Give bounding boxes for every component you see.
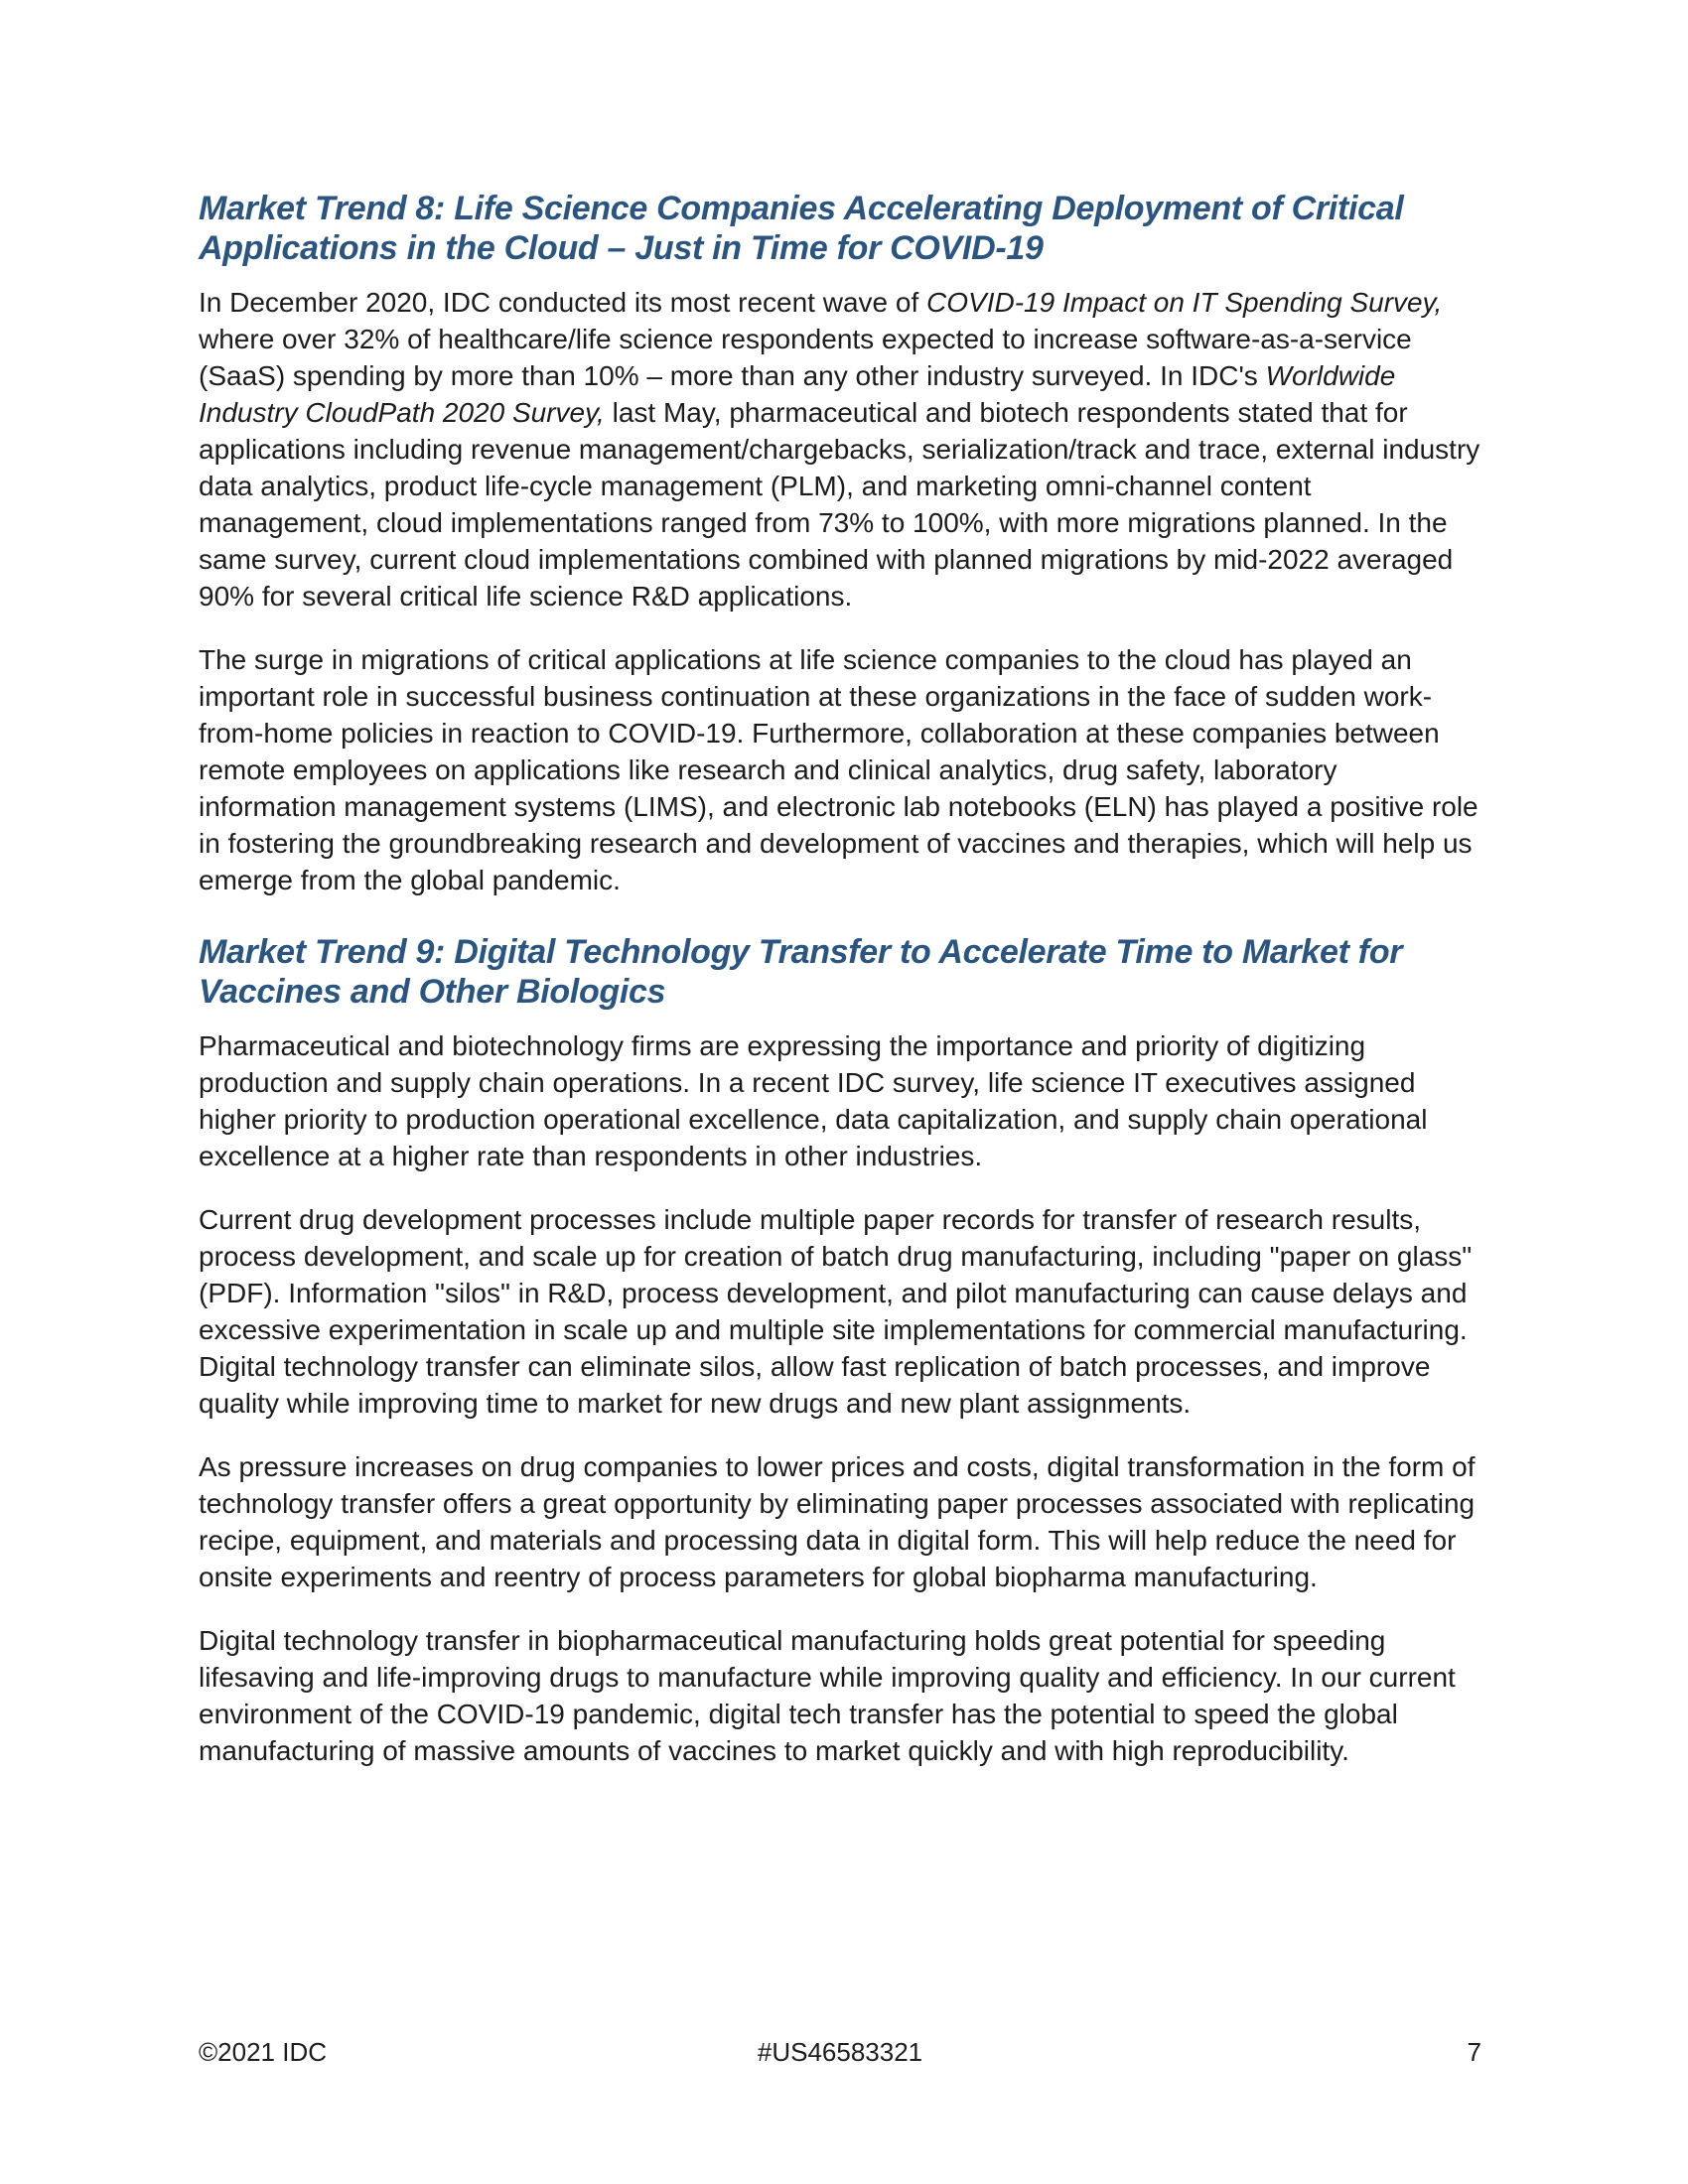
footer-doc-id: #US46583321 [757,2037,923,2067]
text-run: where over 32% of healthcare/life science respondents expected to increase software-as-a-service (SaaS) spending by more than 10% – more than any other industry surveyed. In IDC's [199,287,1451,391]
footer-page-number: 7 [1467,2037,1481,2067]
paragraph [199,284,1488,614]
footer-copyright: ©2021 IDC [199,2037,327,2067]
document-body [199,189,1488,1796]
text-run: Current drug development processes include multiple paper records for transfer of research results, process development, and scale up for creation of batch drug manufacturing, including "paper on glass" (PDF). Information "silos" in R&D, process development, and pilot manufacturing can cause delays and excessive experimentation in scale up and multiple site implementations for commercial manufacturing. Digital technology transfer can eliminate silos, allow fast replication of batch processes, and improve quality while improving time to market for new drugs and new plant assignments. [199,1204,1483,1419]
text-run: The surge in migrations of critical applications at life science companies to the cloud has played an important role in successful business continuation at these organizations in the face of sudden work-from-home policies in reaction to COVID-19. Furthermore, collaboration at these companies between remote employees on applications like research and clinical analytics, drug safety, laboratory information management systems (LIMS), and electronic lab notebooks (ELN) has played a positive role in fostering the groundbreaking research and development of vaccines and therapies, which will help us emerge from the global pandemic. [199,644,1486,895]
italic-text-run: COVID-19 Impact on IT Spending Survey, [926,287,1443,318]
paragraph [199,641,1486,898]
section-heading: Market Trend 8: Life Science Companies Accelerating Deployment of Critical Applications in the Cloud – Just in Time for COVID-19 [199,190,1404,267]
page-footer [199,2037,1481,2068]
section-heading: Market Trend 9: Digital Technology Transfer to Accelerate Time to Market for Vaccines and Other Biologics [199,933,1403,1011]
paragraph [199,1622,1481,1769]
italic-text-run: Worldwide Industry CloudPath 2020 Survey, [199,360,1404,428]
text-run: As pressure increases on drug companies to lower prices and costs, digital transformation in the form of technology transfer offers a great opportunity by eliminating paper processes associated with replicating recipe, equipment, and materials and processing data in digital form. This will help reduce the need for onsite experiments and reentry of process parameters for global biopharma manufacturing. [199,1451,1483,1592]
text-run: last May, pharmaceutical and biotech respondents stated that for applications including revenue management/chargebacks, serialization/track and trace, external industry data analytics, product life-cycle management (PLM), and marketing omni-channel content management, cloud implementations ranged from 73% to 100%, with more migrations planned. In the same survey, current cloud implementations combined with planned migrations by mid-2022 averaged 90% for several critical life science R&D applications. [199,397,1488,612]
text-run: In December 2020, IDC conducted its most recent wave of [199,287,927,318]
text-run: Pharmaceutical and biotechnology firms are expressing the importance and priority of digitizing production and supply chain operations. In a recent IDC survey, life science IT executives assigned higher priority to production operational excellence, data capitalization, and supply chain operational excellence at a higher rate than respondents in other industries. [199,1030,1436,1171]
paragraph [199,1201,1481,1422]
paragraph [199,1448,1481,1595]
text-run: Digital technology transfer in biopharmaceutical manufacturing holds great potential for speeding lifesaving and life-improving drugs to manufacture while improving quality and efficiency. In our current environment of the COVID-19 pandemic, digital tech transfer has the potential to speed the global manufacturing of massive amounts of vaccines to market quickly and with high reproducibility. [199,1625,1464,1766]
paragraph [199,1027,1481,1174]
